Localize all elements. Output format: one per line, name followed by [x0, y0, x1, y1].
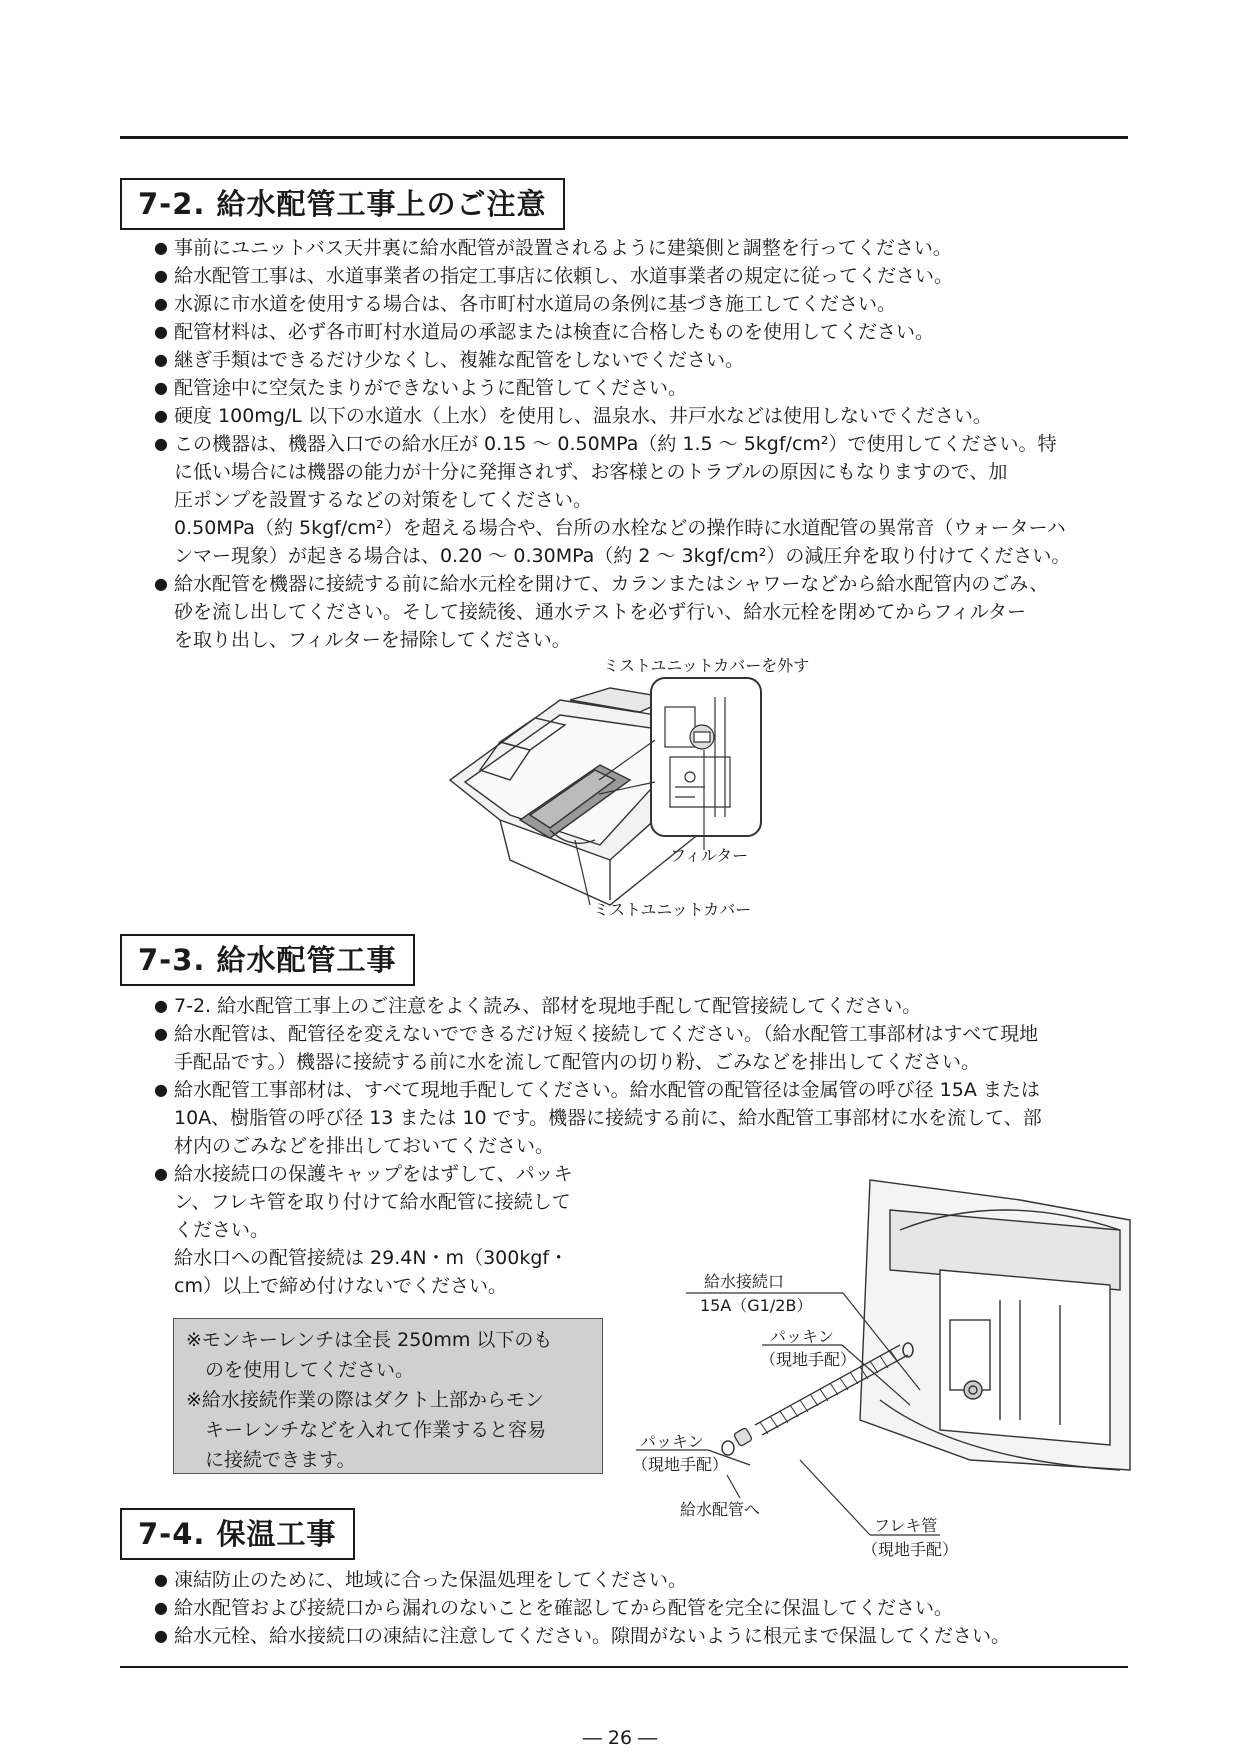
bullet-text-line: ください。 [174, 1219, 270, 1241]
bullet-text-line: 砂を流し出してください。そして接続後、通水テストを必ず行い、給水元栓を閉めてからフィルター [174, 601, 1026, 623]
bullet-text-line: 手配品です。）機器に接続する前に水を流して配管内の切り粉、ごみなどを排出してください。 [174, 1051, 980, 1073]
note-line: ※モンキーレンチは全長 250mm 以下のも [186, 1329, 553, 1351]
bullet-text-line: ● 給水配管および接続口から漏れのないことを確認してから配管を完全に保温してください。 [174, 1597, 954, 1619]
section-7-4-list [154, 1566, 1134, 1650]
bullet-text-line: ● 7-2. 給水配管工事上のご注意をよく読み、部材を現地手配して配管接続してください。 [174, 995, 922, 1017]
bullet-text-line: ● 硬度 100mg/L 以下の水道水（上水）を使用し、温泉水、井戸水などは使用しないでください。 [174, 405, 992, 427]
bullet-text-line: ● 給水配管は、配管径を変えないでできるだけ短く接続してください。（給水配管工事部材はすべて現地 [174, 1023, 1039, 1045]
label-packing-left-sub: （現地手配） [632, 1455, 729, 1474]
bullet-text-line: に低い場合には機器の能力が十分に発揮されず、お客様とのトラブルの原因にもなりますので、加 [174, 461, 1008, 483]
bullet-text-line: 圧ポンプを設置するなどの対策をしてください。 [174, 489, 593, 511]
bullet-text-line: 0.50MPa（約 5kgf/cm²）を超える場合や、台所の水栓などの操作時に水道配管の異常音（ウォーターハ [174, 517, 1066, 539]
bullet-text-line: ● 継ぎ手類はできるだけ少なくし、複雑な配管をしないでください。 [174, 349, 745, 371]
section-heading-7-3: 7-3. 給水配管工事 [120, 934, 415, 986]
label-mist-unit-cover: ミストユニットカバー [593, 900, 752, 919]
bullet-text-line: ● 水源に市水道を使用する場合は、各市町村水道局の条例に基づき施工してください。 [174, 293, 897, 315]
section-heading-7-4: 7-4. 保温工事 [120, 1508, 355, 1560]
bullet-text-line: ● この機器は、機器入口での給水圧が 0.15 ～ 0.50MPa（約 1.5 ～ 5kgf/cm²）で使用してください。特 [174, 433, 1057, 455]
bullet-text-line: ● 給水元栓、給水接続口の凍結に注意してください。隙間がないように根元まで保温してください。 [174, 1625, 1011, 1647]
bullet-item [154, 1594, 1134, 1622]
label-cover-remove: ミストユニットカバーを外す [603, 656, 810, 675]
bullet-text-line: ● 給水接続口の保護キャップをはずして、パッキ [174, 1163, 573, 1185]
label-packing-left: パッキン [640, 1432, 704, 1451]
bullet-text-line: 材内のごみなどを排出しておいてください。 [174, 1135, 555, 1157]
label-water-inlet-size: 15A（G1/2B） [700, 1296, 813, 1315]
bullet-text-line: 10A、樹脂管の呼び径 13 または 10 です。機器に接続する前に、給水配管工事部材に水を流して、部 [174, 1107, 1042, 1129]
bullet-text-line: ンマー現象）が起きる場合は、0.20 ～ 0.30MPa（約 2 ～ 3kgf/cm²）の減圧弁を取り付けてください。 [174, 545, 1071, 567]
bullet-text-line: ● 給水配管工事は、水道事業者の指定工事店に依頼し、水道事業者の規定に従ってください。 [174, 265, 954, 287]
label-flex-pipe-sub: （現地手配） [862, 1540, 959, 1559]
label-to-water-pipe: 給水配管へ [680, 1500, 761, 1519]
bullet-text-line: ● 事前にユニットバス天井裏に給水配管が設置されるように建築側と調整を行ってください。 [174, 237, 952, 259]
bottom-rule [120, 1666, 1128, 1668]
label-packing-top-sub: （現地手配） [760, 1350, 857, 1369]
label-water-inlet: 給水接続口 [704, 1272, 785, 1291]
bullet-text-line: を取り出し、フィルターを掃除してください。 [174, 629, 571, 651]
bullet-item [154, 1622, 1134, 1650]
bullet-text-line: ン、フレキ管を取り付けて給水配管に接続して [174, 1191, 571, 1213]
bullet-text-line: ● 給水配管を機器に接続する前に給水元栓を開けて、カランまたはシャワーなどから給水配管内のごみ、 [174, 573, 1049, 595]
bullet-text-line: ● 給水配管工事部材は、すべて現地手配してください。給水配管の配管径は金属管の呼び径 15A または [174, 1079, 1040, 1101]
bullet-text-line: ● 凍結防止のために、地域に合った保温処理をしてください。 [174, 1569, 688, 1591]
label-flex-pipe: フレキ管 [874, 1516, 938, 1535]
note-line: に接続できます。 [186, 1449, 356, 1471]
label-packing-top: パッキン [770, 1327, 834, 1346]
section-heading-7-2: 7-2. 給水配管工事上のご注意 [120, 178, 565, 230]
label-filter: フィルター [670, 846, 749, 865]
bullet-text-line: 給水口への配管接続は 29.4N・m（300kgf・ [174, 1247, 569, 1269]
bullet-item [154, 1566, 1134, 1594]
bullet-text-line: ● 配管途中に空気たまりができないように配管してください。 [174, 377, 688, 399]
note-line: のを使用してください。 [186, 1359, 415, 1381]
bullet-text-line: ● 配管材料は、必ず各市町村水道局の承認または検査に合格したものを使用してください。 [174, 321, 935, 343]
bullet-text-line: cm）以上で締め付けないでください。 [174, 1275, 507, 1297]
note-line: キーレンチなどを入れて作業すると容易 [186, 1419, 547, 1441]
page-number: ― 26 ― [582, 1727, 658, 1749]
note-line: ※給水接続作業の際はダクト上部からモン [186, 1389, 544, 1411]
